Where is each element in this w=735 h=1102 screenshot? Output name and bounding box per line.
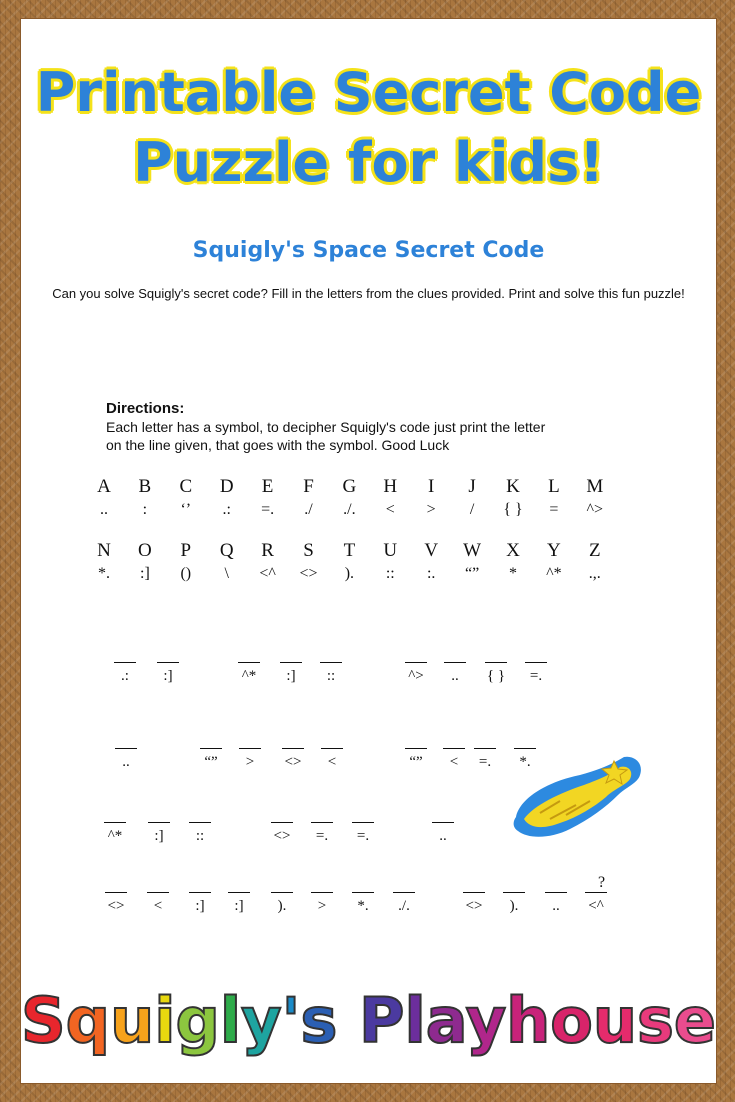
- brand-logo: [20, 976, 717, 1066]
- brand-letter: P: [359, 984, 405, 1057]
- key-letter: J: [468, 476, 476, 497]
- answer-blank[interactable]: [539, 892, 573, 915]
- key-symbol: ::: [385, 565, 395, 582]
- key-letter: K: [506, 476, 520, 497]
- key-letter: A: [97, 476, 111, 497]
- answer-blank[interactable]: [346, 822, 380, 845]
- key-letter: R: [261, 540, 274, 561]
- key-letter: V: [424, 540, 439, 561]
- answer-line: [114, 662, 136, 663]
- answer-line: [105, 892, 127, 893]
- answer-blank[interactable]: [346, 892, 380, 915]
- answer-blank[interactable]: [579, 892, 613, 915]
- answer-line: [104, 822, 126, 823]
- key-letter: X: [506, 540, 520, 561]
- key-letter: D: [219, 476, 234, 497]
- key-letter: B: [138, 476, 152, 497]
- key-symbol: ..: [100, 501, 108, 518]
- brand-letter: g: [175, 984, 220, 1057]
- brand-letter: [337, 984, 359, 1057]
- key-symbol: :]: [140, 565, 150, 582]
- key-letter: E: [261, 476, 274, 497]
- key-letter: S: [303, 540, 314, 561]
- answer-line: [282, 748, 304, 749]
- clue-symbol: *.: [357, 898, 369, 914]
- key-letter: P: [180, 540, 192, 561]
- clue-symbol: =.: [478, 754, 492, 770]
- answer-blank[interactable]: [519, 662, 553, 685]
- answer-line: [189, 822, 211, 823]
- clue-symbol: ::: [195, 828, 205, 844]
- answer-blank[interactable]: [274, 662, 308, 685]
- key-symbol: *.: [98, 565, 110, 582]
- clue-symbol: ^*: [241, 668, 257, 684]
- brand-letter: s: [300, 984, 338, 1057]
- key-symbol: :.: [426, 565, 436, 582]
- brand-letter: q: [65, 984, 111, 1057]
- key-symbol: “”: [464, 565, 480, 582]
- question-mark: ?: [598, 874, 606, 891]
- key-symbol: .:: [222, 501, 231, 518]
- key-symbol: ./: [304, 501, 313, 518]
- page-title-line-2: Puzzle for kids!: [133, 131, 604, 194]
- answer-blank[interactable]: [457, 892, 491, 915]
- key-letter: Q: [219, 540, 234, 561]
- key-letter: C: [179, 476, 193, 497]
- brand-letter: h: [506, 984, 551, 1057]
- clue-symbol: <>: [465, 898, 483, 914]
- key-symbol: .,.: [588, 565, 601, 582]
- puzzle-subtitle: Squigly's Space Secret Code: [192, 238, 545, 263]
- answer-line: [545, 892, 567, 893]
- answer-blank[interactable]: [183, 822, 217, 845]
- answer-blank[interactable]: [109, 748, 143, 771]
- answer-line: [239, 748, 261, 749]
- clue-symbol: ::: [326, 668, 336, 684]
- answer-line: [352, 822, 374, 823]
- answer-blank[interactable]: [438, 662, 472, 685]
- shooting-star-icon: [510, 753, 650, 843]
- answer-blank[interactable]: [305, 822, 339, 845]
- answer-blank[interactable]: [98, 822, 132, 845]
- clue-symbol: <>: [284, 754, 302, 770]
- brand-letter: s: [637, 984, 674, 1057]
- clue-symbol: =.: [529, 668, 543, 684]
- key-symbol: :: [142, 501, 148, 518]
- answer-blank[interactable]: [314, 662, 348, 685]
- answer-blank[interactable]: [183, 892, 217, 915]
- brand-letter: l: [219, 984, 242, 1057]
- brand-letter: S: [21, 984, 66, 1057]
- answer-blank[interactable]: [468, 748, 502, 771]
- clue-symbol: “”: [204, 754, 218, 770]
- answer-line: [405, 662, 427, 663]
- clue-symbol: >: [317, 898, 327, 914]
- clue-symbol: <>: [107, 898, 125, 914]
- puzzle-sheet: [20, 18, 717, 1084]
- answer-line: [525, 662, 547, 663]
- directions-heading: Directions:: [106, 400, 185, 417]
- key-symbol: *: [509, 565, 517, 582]
- clue-symbol: =.: [356, 828, 370, 844]
- answer-line: [474, 748, 496, 749]
- answer-blank[interactable]: [142, 822, 176, 845]
- clue-symbol: ..: [451, 668, 459, 684]
- answer-line: [148, 822, 170, 823]
- clue-symbol: “”: [409, 754, 423, 770]
- brand-letter: u: [592, 984, 637, 1057]
- key-symbol: ).: [344, 565, 355, 582]
- key-letter: H: [383, 476, 398, 497]
- answer-line: [280, 662, 302, 663]
- key-symbol: <^: [259, 565, 276, 582]
- clue-symbol: :]: [234, 898, 244, 914]
- answer-blank[interactable]: [99, 892, 133, 915]
- answer-blank[interactable]: [141, 892, 175, 915]
- key-letter: F: [303, 476, 314, 497]
- answer-blank[interactable]: [426, 822, 460, 845]
- answer-line: [238, 662, 260, 663]
- key-letter: Y: [547, 540, 561, 561]
- brand-letter: u: [110, 984, 155, 1057]
- brand-letter: ': [281, 984, 301, 1057]
- answer-line: [432, 822, 454, 823]
- key-letter: L: [548, 476, 560, 497]
- clue-symbol: ..: [122, 754, 130, 770]
- answer-line: [147, 892, 169, 893]
- key-letter: I: [428, 476, 435, 497]
- answer-line: [200, 748, 222, 749]
- answer-line: [514, 748, 536, 749]
- key-symbol: (): [180, 565, 192, 582]
- key-symbol: /: [469, 501, 475, 518]
- brand-letter: i: [154, 984, 176, 1057]
- key-symbol: >: [426, 501, 436, 518]
- page-title-line-1: Printable Secret Code: [35, 61, 702, 124]
- answer-blank[interactable]: [265, 892, 299, 915]
- answer-line: [485, 662, 507, 663]
- answer-blank[interactable]: [276, 748, 310, 771]
- key-symbol: <: [385, 501, 395, 518]
- intro-text: Can you solve Squigly's secret code? Fill in the letters from the clues provided. Print and solve this fun puzzle!: [52, 286, 685, 301]
- answer-blank[interactable]: [222, 892, 256, 915]
- answer-line: [393, 892, 415, 893]
- clue-symbol: <>: [273, 828, 291, 844]
- clue-symbol: ^*: [107, 828, 123, 844]
- clue-symbol: <: [153, 898, 163, 914]
- answer-blank[interactable]: [151, 662, 185, 685]
- key-symbol: { }: [503, 501, 523, 518]
- key-letter: W: [463, 540, 482, 561]
- clue-symbol: ^>: [408, 668, 424, 684]
- clue-symbol: :]: [286, 668, 296, 684]
- clue-symbol: { }: [486, 668, 506, 684]
- brand-letter: a: [425, 984, 466, 1057]
- clue-symbol: >: [245, 754, 255, 770]
- puzzle-area: [20, 18, 717, 1084]
- answer-line: [463, 892, 485, 893]
- answer-line: [503, 892, 525, 893]
- key-letter: N: [97, 540, 111, 561]
- answer-blank[interactable]: [232, 662, 266, 685]
- answer-line: [405, 748, 427, 749]
- key-letter: O: [138, 540, 152, 561]
- answer-line: [157, 662, 179, 663]
- key-symbol: ./.: [343, 501, 356, 518]
- key-symbol: =.: [261, 501, 275, 518]
- answer-line: [115, 748, 137, 749]
- clue-symbol: =.: [315, 828, 329, 844]
- answer-blank[interactable]: [108, 662, 142, 685]
- clue-symbol: :]: [163, 668, 173, 684]
- answer-blank[interactable]: [399, 662, 433, 685]
- answer-line: [352, 892, 374, 893]
- answer-blank[interactable]: [387, 892, 421, 915]
- key-symbol: <>: [299, 565, 318, 582]
- clue-symbol: :]: [154, 828, 164, 844]
- directions-line-2: on the line given, that goes with the symbol. Good Luck: [106, 437, 450, 453]
- brand-letter: o: [550, 984, 593, 1057]
- key-symbol: \: [224, 565, 229, 582]
- key-letter: G: [342, 476, 357, 497]
- brand-letter: y: [465, 984, 507, 1057]
- brand-letter: e: [673, 984, 716, 1057]
- brand-letter: y: [241, 984, 282, 1057]
- answer-line: [321, 748, 343, 749]
- clue-symbol: ./.: [398, 898, 410, 914]
- answer-line: [271, 892, 293, 893]
- clue-symbol: ..: [552, 898, 560, 914]
- clue-symbol: *.: [519, 754, 531, 770]
- key-symbol: ^*: [546, 565, 562, 582]
- clue-symbol: <: [449, 754, 459, 770]
- answer-line: [271, 822, 293, 823]
- key-symbol: ‘’: [180, 501, 192, 518]
- answer-blank[interactable]: [315, 748, 349, 771]
- key-letter: M: [586, 476, 604, 497]
- answer-line: [311, 892, 333, 893]
- clue-symbol: ).: [509, 898, 519, 914]
- clue-symbol: <^: [588, 898, 604, 914]
- key-letter: U: [383, 540, 398, 561]
- directions-line-1: Each letter has a symbol, to decipher Squigly's code just print the letter: [106, 419, 546, 435]
- clue-symbol: ).: [277, 898, 287, 914]
- brand-letter: l: [404, 984, 426, 1057]
- answer-line: [443, 748, 465, 749]
- answer-blank[interactable]: [305, 892, 339, 915]
- key-letter: Z: [588, 540, 601, 561]
- answer-blank[interactable]: [497, 892, 531, 915]
- clue-symbol: ..: [439, 828, 447, 844]
- clue-symbol: <: [327, 754, 337, 770]
- answer-line: [189, 892, 211, 893]
- answer-blank[interactable]: [399, 748, 433, 771]
- answer-blank[interactable]: [265, 822, 299, 845]
- answer-blank[interactable]: [194, 748, 228, 771]
- answer-line: [228, 892, 250, 893]
- answer-line: [444, 662, 466, 663]
- key-letter: T: [343, 540, 356, 561]
- key-symbol: =: [549, 501, 559, 518]
- answer-line: [585, 892, 607, 893]
- key-symbol: ^>: [586, 501, 604, 518]
- answer-line: [320, 662, 342, 663]
- clue-symbol: .:: [121, 668, 129, 684]
- answer-blank[interactable]: [479, 662, 513, 685]
- answer-blank[interactable]: [437, 748, 471, 771]
- answer-blank[interactable]: [233, 748, 267, 771]
- clue-symbol: :]: [195, 898, 205, 914]
- answer-line: [311, 822, 333, 823]
